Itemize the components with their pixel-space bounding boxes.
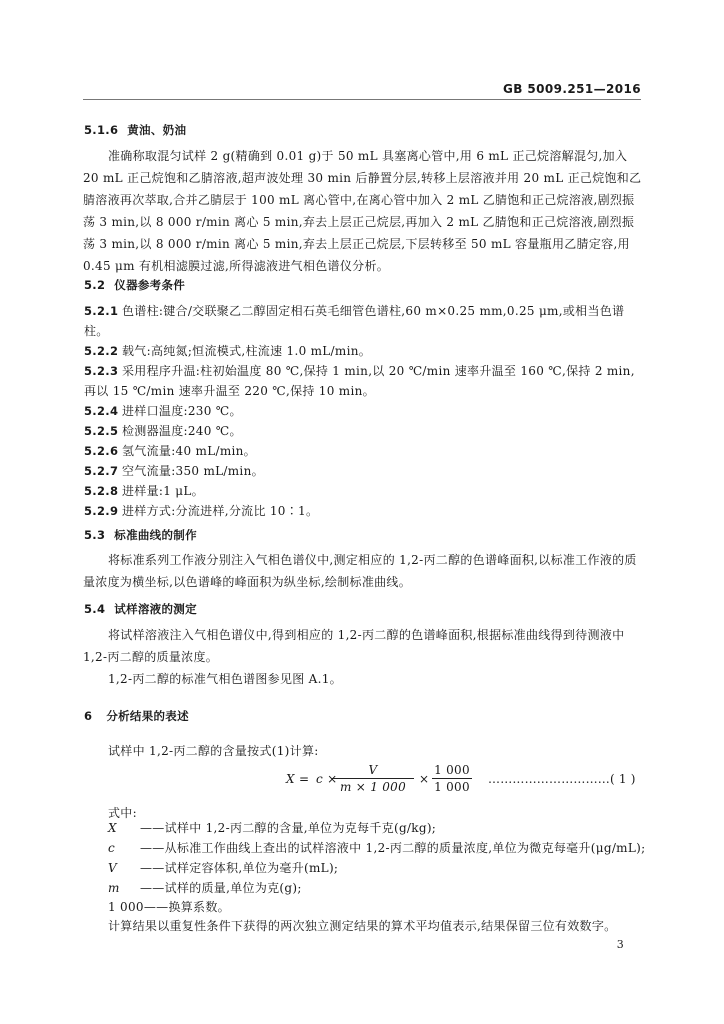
section-title: 分析结果的表述: [106, 709, 189, 723]
item-text: 色谱柱:键合/交联聚乙二醇固定相石英毛细管色谱柱,60 m×0.25 mm,0.25 μm,或相当色谱柱。: [84, 304, 625, 338]
item-number: 5.2.4: [84, 404, 119, 418]
where-label: 式中:: [108, 806, 137, 820]
formula-intro: 试样中 1,2-丙二醇的含量按式(1)计算:: [108, 744, 319, 758]
definition-text: ——试样定容体积,单位为毫升(mL);: [140, 861, 339, 875]
list-item-5-2-2: [84, 341, 644, 361]
list-item-5-2-6: [84, 441, 644, 461]
section-number: 5.1.6: [84, 123, 119, 137]
formula-times: ×: [419, 772, 430, 786]
definition-text: ——试样中 1,2-丙二醇的含量,单位为克每千克(g/kg);: [140, 821, 437, 835]
list-item-5-2-3: [84, 361, 644, 401]
section-heading-5-4: [84, 601, 197, 617]
section-number: 5.2: [84, 278, 106, 292]
section-title: 标准曲线的制作: [114, 528, 197, 542]
item-number: 5.2.6: [84, 444, 119, 458]
section-number: 5.4: [84, 602, 106, 616]
section-heading-5-1-6: [84, 122, 186, 138]
formula-lhs: X =: [286, 772, 310, 786]
section-heading-6: [84, 708, 189, 724]
definition-m: [108, 878, 302, 898]
header-rule: [83, 99, 641, 100]
figure-reference: 1,2-丙二醇的标准气相色谱图参见图 A.1。: [108, 672, 342, 686]
item-number: 5.2.9: [84, 504, 119, 518]
section-number: 5.3: [84, 528, 106, 542]
fraction-2-denominator: 1 000: [434, 780, 470, 794]
list-item-5-2-4: [84, 401, 644, 421]
definition-symbol: V: [108, 861, 117, 875]
equation-number: …………………………( 1 ): [488, 772, 636, 786]
item-number: 5.2.5: [84, 424, 119, 438]
section-heading-5-3: [84, 527, 197, 543]
section-heading-5-2: [84, 277, 185, 293]
list-item-5-2-9: [84, 501, 644, 521]
definition-c: [108, 838, 645, 858]
item-number: 5.2.8: [84, 484, 119, 498]
definition-text: ——试样的质量,单位为克(g);: [140, 881, 302, 895]
list-item-5-2-5: [84, 421, 644, 441]
section-title: 试样溶液的测定: [114, 602, 197, 616]
list-item-5-2-8: [84, 481, 644, 501]
item-text: 载气:高纯氮;恒流模式,柱流速 1.0 mL/min。: [122, 344, 372, 358]
formula-c: c ×: [316, 772, 338, 786]
item-number: 5.2.2: [84, 344, 119, 358]
item-text: 检测器温度:240 ℃。: [122, 424, 242, 438]
fraction-2: [432, 762, 472, 795]
fraction-1: [332, 762, 414, 795]
definition-symbol: X: [108, 821, 117, 835]
fraction-1-numerator: V: [368, 763, 378, 777]
definition-symbol: c: [108, 841, 116, 855]
item-text: 进样量:1 μL。: [122, 484, 204, 498]
item-text: 氢气流量:40 mL/min。: [122, 444, 256, 458]
standard-number: GB 5009.251—2016: [503, 82, 641, 96]
item-text: 进样方式:分流进样,分流比 10∶1。: [122, 504, 319, 518]
definition-text: ——从标准工作曲线上查出的试样溶液中 1,2-丙二醇的质量浓度,单位为微克每毫升(μg/mL);: [140, 841, 646, 855]
item-number: 5.2.1: [84, 304, 119, 318]
list-item-5-2-1: [84, 301, 644, 341]
definition-symbol: m: [108, 881, 120, 895]
item-text: 空气流量:350 mL/min。: [122, 464, 264, 478]
section-title: 仪器参考条件: [114, 278, 186, 292]
item-text: 进样口温度:230 ℃。: [122, 404, 242, 418]
definition-x: [108, 818, 436, 838]
conversion-factor: 1 000——换算系数。: [108, 900, 230, 914]
section-number: 6: [84, 709, 93, 723]
paragraph-5-4: 将试样溶液注入气相色谱仪中,得到相应的 1,2-丙二醇的色谱峰面积,根据标准曲线得到待测液中 1,2-丙二醇的质量浓度。: [83, 628, 625, 664]
paragraph-5-3: 将标准系列工作液分别注入气相色谱仪中,测定相应的 1,2-丙二醇的色谱峰面积,以标准工作液的质量浓度为横坐标,以色谱峰的峰面积为纵坐标,绘制标准曲线。: [83, 553, 637, 589]
section-title: 黄油、奶油: [127, 123, 187, 137]
item-text: 采用程序升温:柱初始温度 80 ℃,保持 1 min,以 20 ℃/min 速率升温至 160 ℃,保持 2 min,再以 15 ℃/min 速率升温至 220 ℃,保持 10 min。: [84, 364, 635, 398]
fraction-2-numerator: 1 000: [434, 763, 470, 777]
definition-v: [108, 858, 338, 878]
item-number: 5.2.7: [84, 464, 119, 478]
result-statement: 计算结果以重复性条件下获得的两次独立测定结果的算术平均值表示,结果保留三位有效数字。: [108, 919, 617, 933]
list-item-5-2-7: [84, 461, 644, 481]
paragraph-5-1-6: 准确称取混匀试样 2 g(精确到 0.01 g)于 50 mL 具塞离心管中,用 6 mL 正己烷溶解混匀,加入 20 mL 正己烷饱和乙腈溶液,超声波处理 30 min 后静置分层,转移上层溶液并用 20 mL 正己烷饱和乙腈溶液再次萃取,合并乙腈层于 100 mL 离心管中,在离心管中加入 2 mL 乙腈饱和正己烷溶液,剧烈振荡 3 min,以 8 000 r/min 离心 5 min,弃去上层正己烷层,再加入 2 mL 乙腈饱和正己烷溶液,剧烈振荡 3 min,以 8 000 r/min 离心 5 min,弃去上层正己烷层,下层转移至 50 mL 容量瓶用乙腈定容,用 0.45 μm 有机相滤膜过滤,所得滤液进气相色谱仪分析。: [83, 149, 642, 273]
fraction-1-denominator: m × 1 000: [339, 780, 407, 794]
page-number: 3: [616, 938, 624, 951]
item-number: 5.2.3: [84, 364, 119, 378]
